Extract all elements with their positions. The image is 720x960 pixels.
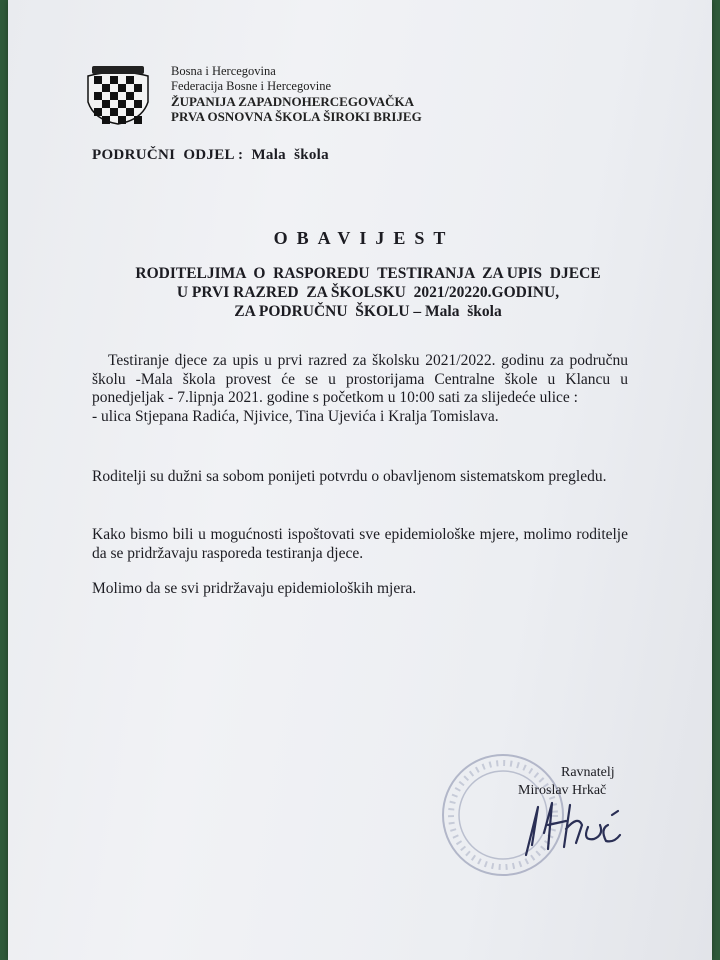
department-label: PODRUČNI ODJEL : Mala škola xyxy=(92,147,329,163)
document-page xyxy=(8,0,712,960)
notice-title: OBAVIJEST xyxy=(273,228,455,248)
handwritten-signature-icon xyxy=(508,785,648,865)
paragraph-streets: - ulica Stjepana Radića, Njivice, Tina Ujevića i Kralja Tomislava. xyxy=(92,407,499,425)
header-country: Bosna i Hercegovina xyxy=(171,64,276,78)
signature-title: Ravnatelj xyxy=(561,765,615,780)
header-school: PRVA OSNOVNA ŠKOLA ŠIROKI BRIJEG xyxy=(171,109,422,124)
subtitle-line-3: ZA PODRUČNU ŠKOLU – Mala škola xyxy=(234,303,502,320)
paragraph-testing-text: Testiranje djece za upis u prvi razred za školsku 2021/2022. godinu za područnu školu -Mala škola provest će se u prostorijama Centralne škole u Klancu u ponedjeljak - 7.lipnja 2021. godine s početkom u 10:00 sati za slijedeće ulice : xyxy=(92,352,628,406)
school-header xyxy=(171,64,422,124)
paragraph-epidemiological: Kako bismo bili u mogućnosti ispoštovati sve epidemiološke mjere, molimo roditelje da se pridržavaju rasporeda testiranja djece. xyxy=(92,526,628,562)
signature-name: Miroslav Hrkač xyxy=(518,783,607,798)
paragraph-parents-duty: Roditelji su dužni sa sobom ponijeti potvrdu o obavljenom sistematskom pregledu. xyxy=(92,468,607,485)
paragraph-testing-info xyxy=(92,352,628,426)
header-federation: Federacija Bosne i Hercegovine xyxy=(171,79,332,93)
header-canton: ŽUPANIJA ZAPADNOHERCEGOVAČKA xyxy=(171,94,415,109)
subtitle-line-2: U PRVI RAZRED ZA ŠKOLSKU 2021/20220.GODINU, xyxy=(176,284,560,301)
checkerboard-crest-icon xyxy=(82,62,154,126)
notice-subtitle xyxy=(68,264,668,321)
paragraph-closing: Molimo da se svi pridržavaju epidemioloških mjera. xyxy=(92,580,417,597)
subtitle-line-1: RODITELJIMA O RASPOREDU TESTIRANJA ZA UPIS DJECE xyxy=(135,265,601,282)
